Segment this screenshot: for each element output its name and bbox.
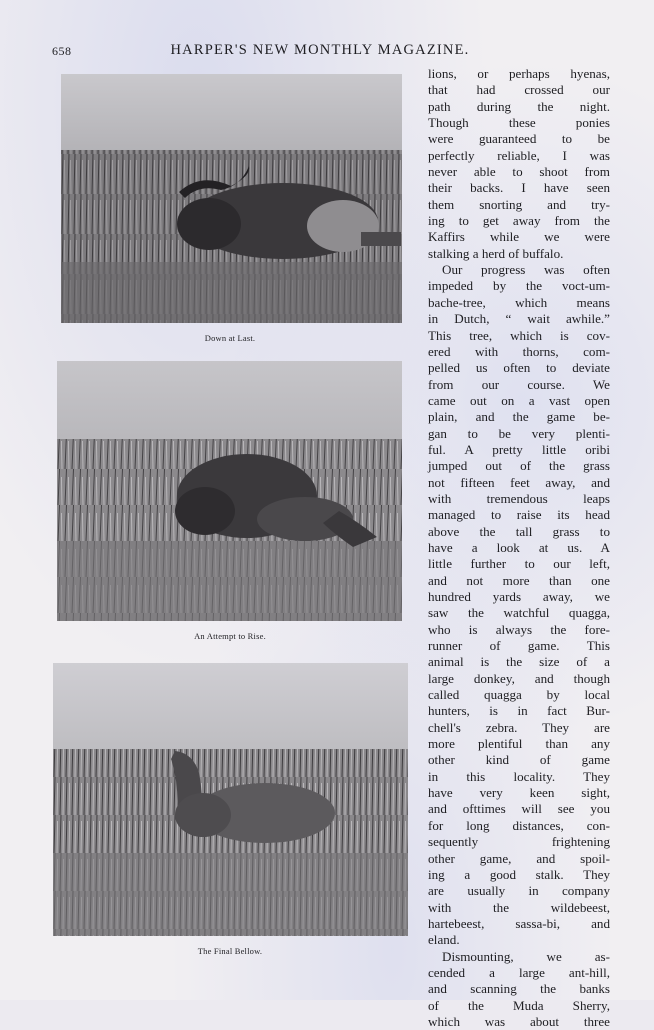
text-line: with the wildebeest,: [428, 899, 610, 915]
text-line: and scanning the banks: [428, 981, 610, 997]
caption-1: Down at Last.: [204, 333, 256, 343]
text-line: never able to shoot from: [428, 164, 610, 180]
text-line: path during the night.: [428, 98, 610, 114]
text-line: other game, and spoil-: [428, 850, 610, 866]
text-line: runner of game. This: [428, 638, 610, 654]
text-line: Though these ponies: [428, 115, 610, 131]
text-line: managed to raise its head: [428, 507, 610, 523]
text-line: gan to be very plenti-: [428, 425, 610, 441]
text-line: from our course. We: [428, 376, 610, 392]
text-line: and not more than one: [428, 572, 610, 588]
text-line: more plentiful than any: [428, 736, 610, 752]
paragraph-2: [428, 262, 610, 948]
text-line: pelled us often to deviate: [428, 360, 610, 376]
text-line: cended a large ant-hill,: [428, 964, 610, 980]
text-line: impeded by the voct-um-: [428, 278, 610, 294]
text-line: in this locality. They: [428, 768, 610, 784]
text-line: who is always the fore-: [428, 621, 610, 637]
text-line: saw the watchful quagga,: [428, 605, 610, 621]
text-line: hunters, is in fact Bur-: [428, 703, 610, 719]
caption-3: The Final Bellow.: [197, 946, 263, 956]
text-line: ing a good stalk. They: [428, 866, 610, 882]
text-line: Dismounting, we as-: [442, 948, 610, 964]
running-head: HARPER'S NEW MONTHLY MAGAZINE.: [170, 42, 470, 58]
text-line: called quagga by local: [428, 687, 610, 703]
text-line: large donkey, and though: [428, 670, 610, 686]
photo-down-at-last: [61, 74, 402, 323]
text-line: ing to get away from the: [428, 213, 610, 229]
text-line: were guaranteed to be: [428, 131, 610, 147]
text-line: little further to our left,: [428, 556, 610, 572]
text-line: hundred yards away, we: [428, 589, 610, 604]
text-line: This tree, which is cov-: [428, 327, 610, 343]
text-line: perfectly reliable, I was: [428, 147, 610, 163]
text-line: other kind of game: [428, 752, 610, 768]
paragraph-3: [428, 949, 610, 1030]
text-line: have very keen sight,: [428, 785, 610, 801]
text-line: hartebeest, sassa-bi, and: [428, 915, 610, 931]
text-line: for long distances, con-: [428, 817, 610, 833]
text-line: bache-tree, which means: [428, 294, 610, 310]
caption-2: An Attempt to Rise.: [194, 631, 266, 641]
text-line: plain, and the game be-: [428, 409, 610, 425]
page-number: 658: [52, 44, 72, 58]
text-line: in Dutch, “ wait awhile.”: [428, 311, 610, 327]
text-line: lions, or perhaps hyenas,: [428, 66, 610, 81]
text-line: of the Muda Sherry,: [428, 997, 610, 1013]
text-line: that had crossed our: [428, 82, 610, 98]
text-line: jumped out of the grass: [428, 458, 610, 474]
text-line: came out on a vast open: [428, 392, 610, 408]
text-line: have a look at us. A: [428, 539, 610, 555]
text-line: ful. A pretty little oribi: [428, 441, 610, 457]
paragraph-1: [428, 66, 610, 262]
text-line: and ofttimes will see you: [428, 801, 610, 817]
text-line: which was about three: [428, 1013, 610, 1029]
text-line: above the tall grass to: [428, 523, 610, 539]
photo-an-attempt-to-rise: [57, 361, 402, 621]
text-line: Our progress was often: [442, 262, 610, 278]
text-line: animal is the size of a: [428, 654, 610, 670]
text-line: sequently frightening: [428, 834, 610, 850]
text-line: with tremendous leaps: [428, 490, 610, 506]
text-line: ered with thorns, com-: [428, 343, 610, 359]
text-line: Kaffirs while we were: [428, 229, 610, 245]
article-text-column: [428, 66, 610, 1030]
photo-the-final-bellow: [53, 663, 408, 936]
text-line: not fifteen feet away, and: [428, 474, 610, 490]
text-line: eland.: [428, 932, 460, 948]
text-line: are usually in company: [428, 883, 610, 899]
text-line: their backs. I have seen: [428, 180, 610, 196]
text-line: them snorting and try-: [428, 196, 610, 212]
text-line: stalking a herd of buffalo.: [428, 245, 564, 261]
text-line: chell's zebra. They are: [428, 719, 610, 735]
